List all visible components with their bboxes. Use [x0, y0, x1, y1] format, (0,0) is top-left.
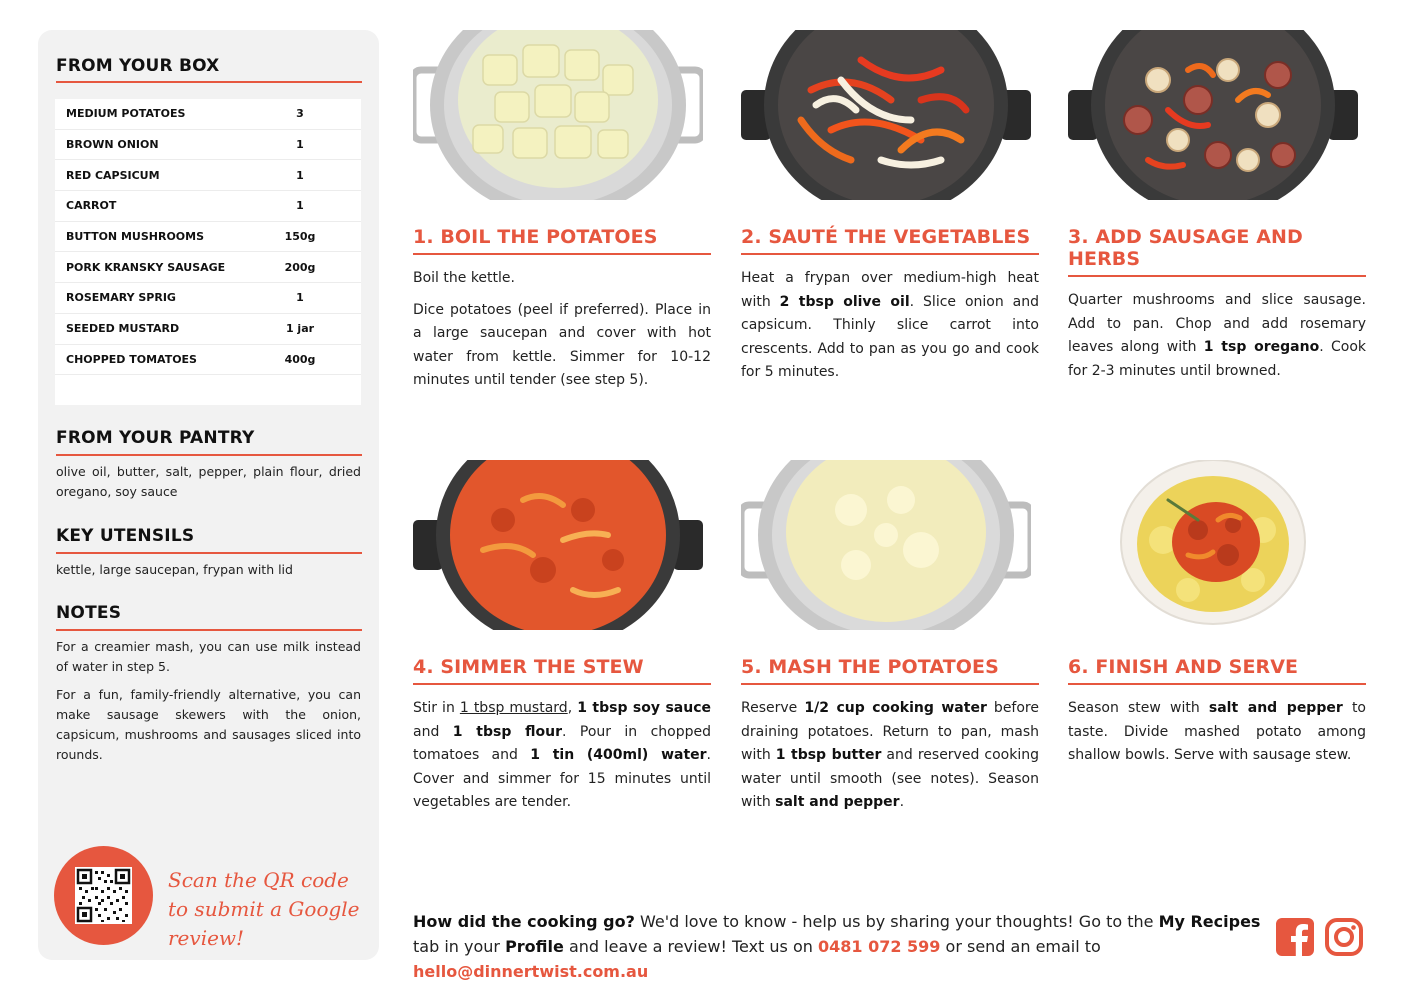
ingredient-qty: 150g [284, 230, 316, 244]
step-text: Dice potatoes (peel if preferred). Place in a large saucepan and cover with hot water from kettle. Simmer for 10-12 minutes until tender (see step 5). [413, 301, 711, 388]
title-rule [413, 683, 711, 685]
ingredient-qty: 200g [284, 260, 316, 274]
step-3 [1068, 30, 1366, 383]
step-title: 5. MASH THE POTATOES [741, 656, 999, 678]
from-your-box-heading: FROM YOUR BOX [56, 56, 220, 76]
step-2 [741, 30, 1039, 385]
boiling-potatoes-image [413, 30, 703, 200]
heading-rule [56, 629, 362, 631]
mash-potatoes-image [741, 460, 1031, 630]
sausage-herbs-image [1068, 30, 1358, 200]
step-4 [413, 460, 711, 815]
notes-text-1: For a creamier mash, you can use milk instead of water in step 5. [56, 639, 361, 674]
table-row [55, 191, 361, 222]
ingredient-qty: 3 [296, 107, 304, 121]
notes-heading: NOTES [56, 603, 122, 623]
heading-rule [56, 454, 362, 456]
step-5 [741, 460, 1039, 815]
ingredient-name: CARROT [66, 199, 117, 213]
step-title: 2. SAUTÉ THE VEGETABLES [741, 226, 1031, 248]
ingredient-name: PORK KRANSKY SAUSAGE [66, 260, 226, 274]
title-rule [1068, 275, 1366, 277]
table-row [55, 283, 361, 314]
simmer-stew-image [413, 460, 703, 630]
qr-caption: Scan the QR code to submit a Google review! [168, 868, 360, 950]
step-title: 6. FINISH AND SERVE [1068, 656, 1299, 678]
ingredients-table [55, 99, 361, 405]
step-1 [413, 30, 711, 393]
ingredient-name: CHOPPED TOMATOES [66, 352, 197, 366]
facebook-icon[interactable] [1276, 918, 1314, 956]
ingredient-name: BUTTON MUSHROOMS [66, 230, 205, 244]
utensils-heading: KEY UTENSILS [56, 526, 195, 546]
table-row [55, 314, 361, 345]
step-title: 4. SIMMER THE STEW [413, 656, 644, 678]
ingredient-name: SEEDED MUSTARD [66, 322, 180, 336]
table-row [55, 130, 361, 161]
qr-code[interactable] [75, 867, 132, 924]
ingredient-qty: 1 [296, 168, 304, 182]
ingredient-qty: 1 jar [285, 322, 315, 336]
heading-rule [56, 552, 362, 554]
step-title: 3. ADD SAUSAGE AND HERBS [1068, 226, 1303, 270]
table-row [55, 99, 361, 130]
step-text: Boil the kettle. [413, 270, 515, 286]
finished-dish-image [1068, 460, 1358, 630]
ingredient-name: BROWN ONION [66, 138, 159, 152]
instagram-icon[interactable] [1325, 918, 1363, 956]
step-title: 1. BOIL THE POTATOES [413, 226, 658, 248]
step-text: Stir in 1 tbsp mustard, 1 tbsp soy sauce and 1 tbsp flour. Pour in chopped tomatoes and 1 tin (400ml) water. Cover and simmer for 15 minutes until vegetables are tender. [413, 700, 712, 810]
email-link[interactable]: hello@dinnertwist.com.au [413, 962, 649, 981]
ingredient-qty: 1 [296, 199, 304, 213]
title-rule [1068, 683, 1366, 685]
step-text: Heat a frypan over medium-high heat with 2 tbsp olive oil. Slice onion and capsicum. Thinly slice carrot into crescents. Add to pan as you go and cook for 5 minutes. [741, 270, 1040, 380]
title-rule [741, 253, 1039, 255]
step-6 [1068, 460, 1366, 768]
review-footer: How did the cooking go? We'd love to know - help us by sharing your thoughts! Go to the My Recipes tab in your Profile and leave a review! Text us on 0481 072 599 or send an email to hello@dinnertwist.com.au [413, 912, 1261, 981]
sidebar [38, 30, 379, 960]
utensils-text: kettle, large saucepan, frypan with lid [56, 562, 293, 577]
table-row [55, 345, 361, 376]
ingredient-name: RED CAPSICUM [66, 168, 160, 182]
step-text: Quarter mushrooms and slice sausage. Add to pan. Chop and add rosemary leaves along with 1 tsp oregano. Cook for 2-3 minutes until browned. [1068, 292, 1366, 379]
ingredient-qty: 400g [284, 352, 316, 366]
qr-code-badge[interactable] [54, 846, 153, 945]
step-text: Reserve 1/2 cup cooking water before draining potatoes. Return to pan, mash with 1 tbsp butter and reserved cooking water until smooth (see notes). Season with salt and pepper. [741, 700, 1039, 810]
step-text: Season stew with salt and pepper to taste. Divide mashed potato among shallow bowls. Serve with sausage stew. [1068, 700, 1366, 763]
title-rule [413, 253, 711, 255]
title-rule [741, 683, 1039, 685]
ingredient-name: MEDIUM POTATOES [66, 107, 186, 121]
ingredient-qty: 1 [296, 291, 304, 305]
table-row [55, 222, 361, 253]
qr-code-icon [75, 867, 132, 924]
ingredient-qty: 1 [296, 138, 304, 152]
heading-rule [56, 81, 362, 83]
table-row [55, 252, 361, 283]
pantry-text: olive oil, butter, salt, pepper, plain flour, dried oregano, soy sauce [56, 464, 361, 499]
saute-vegetables-image [741, 30, 1031, 200]
table-row [55, 160, 361, 191]
pantry-heading: FROM YOUR PANTRY [56, 428, 255, 448]
phone-link[interactable]: 0481 072 599 [817, 937, 941, 956]
notes-text-2: For a fun, family-friendly alternative, you can make sausage skewers with the onion, capsicum, mushrooms and sausages sliced into rounds. [56, 687, 361, 762]
ingredient-name: ROSEMARY SPRIG [66, 291, 176, 305]
